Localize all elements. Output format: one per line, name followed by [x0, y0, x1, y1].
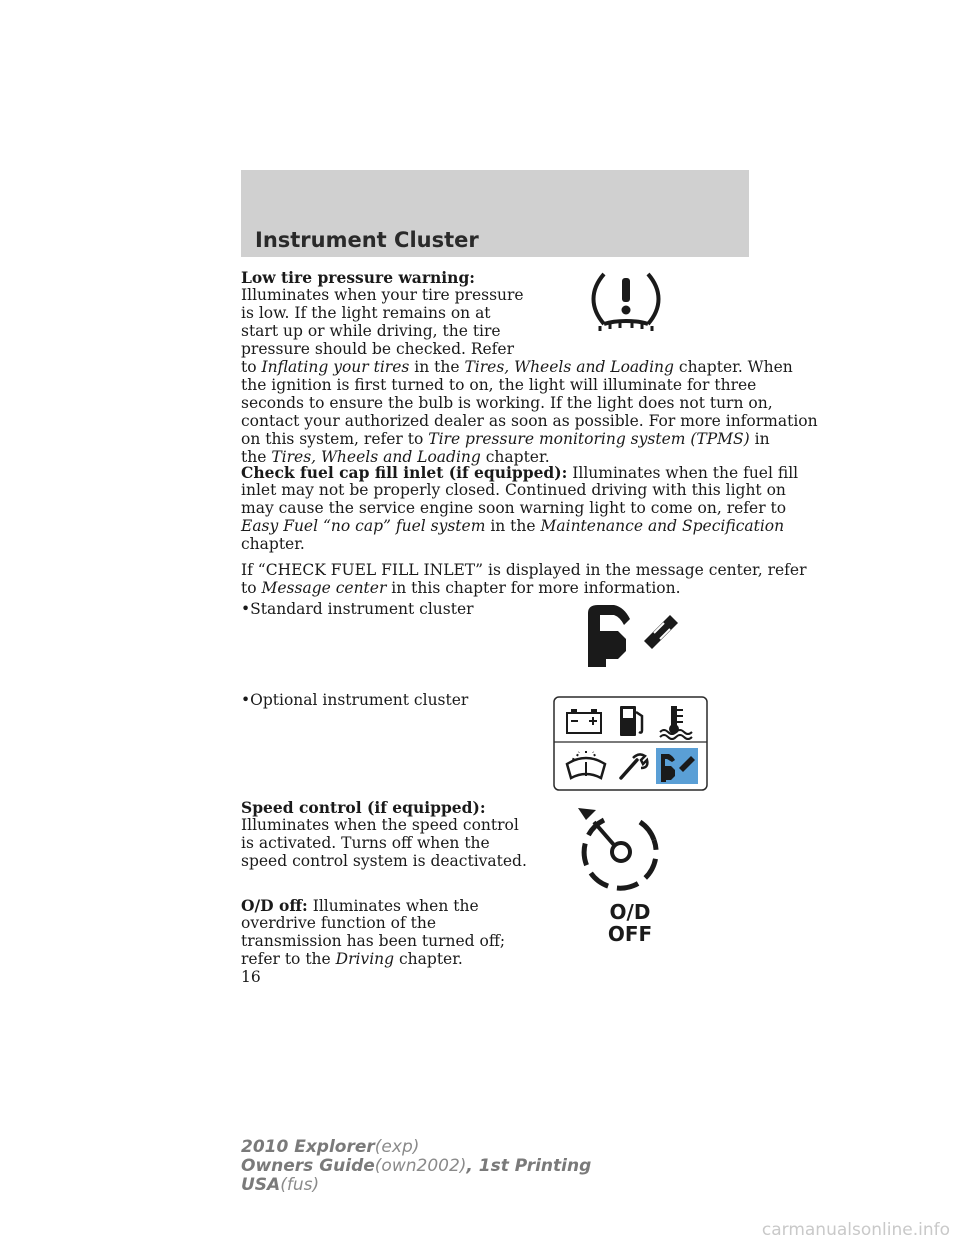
od-off-indicator — [590, 901, 670, 945]
tire-text: seconds to ensure the bulb is working. If the light does not turn on, — [241, 394, 773, 412]
fuel-cap-text: may cause the service engine soon warning light to come on, refer to — [241, 499, 787, 517]
fuel-cap-section: Check fuel cap fill inlet (if equipped): Illuminates when the fuel fill inlet may not be properly closed. Continued driving with this light on may cause the service engine soon warning light to come on, refer to Easy Fuel “no cap” fuel system in the Maintenance and Specification chapter. — [241, 463, 799, 553]
tire-text: is low. If the light remains on at — [241, 304, 491, 322]
message-text: If “CHECK FUEL FILL INLET” is displayed in the message center, refer — [241, 561, 807, 579]
tire-text: the Tires, Wheels and Loading chapter. — [241, 448, 550, 466]
footer-line-model: 2010 Explorer(exp) — [241, 1137, 420, 1157]
speed-control-section — [241, 799, 561, 879]
tire-text: contact your authorized dealer as soon as possible. For more information — [241, 412, 818, 430]
bullet-standard-label: Standard instrument cluster — [250, 600, 474, 618]
message-center-section — [241, 561, 807, 602]
xref-driving-chapter: Driving — [335, 950, 395, 968]
page-number: 16 — [241, 968, 261, 986]
fuel-cap-icon — [584, 603, 680, 667]
watermark: carmanualsonline.info — [761, 1220, 950, 1240]
tire-text: to Inflating your tires in the Tires, Wheels and Loading chapter. When — [241, 358, 793, 376]
tire-heading: Low tire pressure warning: — [241, 268, 475, 287]
tire-text: Illuminates when your tire pressure — [241, 286, 524, 304]
od-text: transmission has been turned off; — [241, 932, 506, 950]
tire-text: the ignition is first turned to on, the light will illuminate for three — [241, 376, 757, 394]
od-text: refer to the Driving chapter. — [241, 950, 463, 968]
speed-text: Illuminates when the speed control — [241, 816, 519, 834]
fuel-cap-small-icon — [656, 748, 698, 784]
bullet-standard: •Standard instrument cluster — [241, 600, 474, 618]
od-label: O/D — [609, 900, 651, 924]
od-text: overdrive function of the — [241, 914, 437, 932]
xref-tpms: Tire pressure monitoring system (TPMS) — [428, 430, 750, 448]
od-heading: O/D off: — [241, 896, 308, 915]
xref-easy-fuel: Easy Fuel “no cap” fuel system — [241, 517, 486, 535]
speed-text: is activated. Turns off when the — [241, 834, 490, 852]
footer-line-guide: Owners Guide(own2002), 1st Printing — [241, 1156, 592, 1176]
fuel-cap-text: inlet may not be properly closed. Continued driving with this light on — [241, 481, 786, 499]
fuel-cap-heading: Check fuel cap fill inlet (if equipped): — [241, 463, 568, 482]
off-label: OFF — [607, 922, 653, 946]
tire-pressure-section — [241, 268, 818, 466]
xref-message-center: Message center — [261, 579, 387, 597]
optional-cluster-panel — [553, 696, 708, 791]
tire-text: on this system, refer to Tire pressure monitoring system (TPMS) in — [241, 430, 770, 448]
tire-pressure-icon — [586, 266, 666, 332]
xref-tires-chapter: Tires, Wheels and Loading — [464, 358, 674, 376]
bullet-optional-label: Optional instrument cluster — [250, 691, 469, 709]
fuel-cap-text: chapter. — [241, 535, 305, 553]
speed-control-icon — [576, 806, 666, 884]
footer-line-region: USA(fus) — [241, 1175, 320, 1195]
xref-tires-chapter: Tires, Wheels and Loading — [271, 448, 481, 466]
xref-inflating-tires: Inflating your tires — [261, 358, 410, 376]
section-title: Instrument Cluster — [255, 228, 479, 252]
speed-heading: Speed control (if equipped): — [241, 798, 486, 817]
xref-maintenance-chapter: Maintenance and Specification — [540, 517, 785, 535]
bullet-optional: •Optional instrument cluster — [241, 691, 469, 709]
fuel-cap-text: Easy Fuel “no cap” fuel system in the Maintenance and Specification — [241, 517, 785, 535]
tire-text: pressure should be checked. Refer — [241, 340, 515, 358]
message-text: to Message center in this chapter for more information. — [241, 579, 681, 597]
od-off-section: O/D off: Illuminates when the overdrive function of the transmission has been turned off; refer to the Driving chapter. — [241, 896, 506, 968]
tire-text: start up or while driving, the tire — [241, 322, 501, 340]
speed-text: speed control system is deactivated. — [241, 852, 527, 870]
